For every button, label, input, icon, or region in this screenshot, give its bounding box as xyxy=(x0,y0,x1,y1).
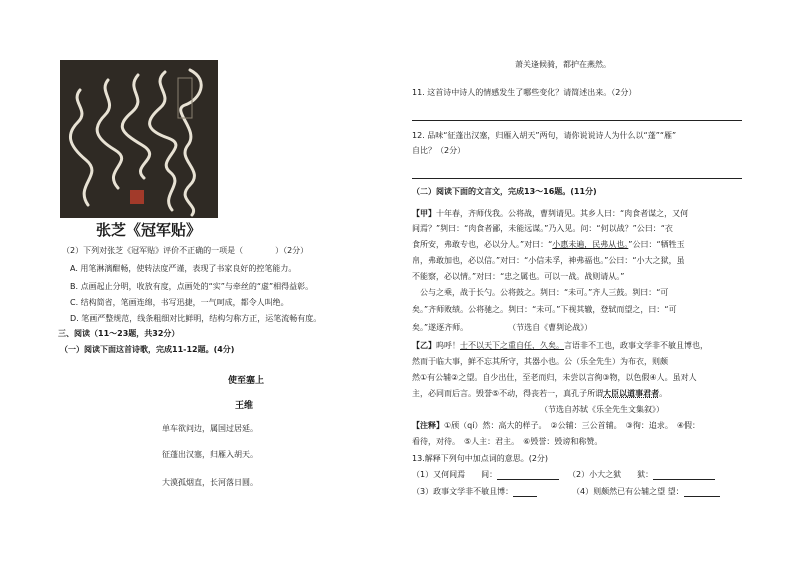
option-a: A. 用笔淋漓酣畅，使转法度严谨，表现了书家良好的控笔能力。 xyxy=(70,264,297,273)
yi-bold-phrase: 大臣以道事君者 xyxy=(603,389,660,398)
notes-line-1: 【注释】①颀（qí）然：高大的样子。 ②公辅：三公首辅。 ③徇：追求。 ④假： xyxy=(412,421,700,430)
yi-line-3: 然①有公辅②之望。自少出仕，至老而归，未尝以言徇③物，以色假④人。虽对人 xyxy=(412,373,697,382)
jia-line-2: 间焉？”刿曰：“肉食者鄙，未能远谋。”乃入见。问：“何以战？”公曰：“衣 xyxy=(412,224,673,233)
jia-line-3: 食所安，弗敢专也，必以分人。”对曰：“小惠未遍，民弗从也。”公曰：“牺牲玉 xyxy=(412,240,685,249)
yi-underlined-sentence: 士不以天下之重自任，久矣。 xyxy=(460,341,564,350)
jia-line-8: 矣。”遂逐齐师。 （节选自《曹刿论战》） xyxy=(412,323,593,332)
option-d: D. 笔画严整规范，线条粗细对比鲜明，结构匀称方正，运笔流畅有度。 xyxy=(70,314,322,323)
q13-blank-3[interactable] xyxy=(513,488,537,497)
notes-label: 【注释】 xyxy=(412,421,444,430)
option-b: B. 点画起止分明，收放有度，点画处的“实”与牵丝的“虚”相得益彰。 xyxy=(70,282,314,291)
calligraphy-image xyxy=(60,60,218,218)
question-12-line-1: 12. 品味“征蓬出汉塞，归雁入胡天”两句，请你说说诗人为什么以“蓬”“雁” xyxy=(412,131,677,140)
option-c: C. 结构简省，笔画连绵，书写迅捷，一气呵成，都令人叫绝。 xyxy=(70,298,289,307)
yi-source: （节选自苏轼《乐全先生文集叙》） xyxy=(540,405,664,414)
calligraphy-title: 张芝《冠军贴》 xyxy=(96,221,202,239)
q13-blank-2[interactable] xyxy=(653,471,715,480)
q13-item-2: （2）小大之狱 狱： xyxy=(568,470,715,480)
question-12-line-2: 自比？（2分） xyxy=(412,146,466,155)
jia-line-4: 帛，弗敢加也，必以信。”对曰：“小信未孚，神弗福也。”公曰：“小大之狱，虽 xyxy=(412,256,685,265)
poem-author: 王维 xyxy=(235,401,254,411)
q13-blank-1[interactable] xyxy=(497,471,559,480)
q13-item-4: （4）则颇然已有公辅之望 望： xyxy=(572,487,720,497)
poem-line-4: 萧关逢候骑，都护在燕然。 xyxy=(515,60,611,69)
yi-line-1: 【乙】呜呼！士不以天下之重自任，久矣。言语非不工也，政事文学非不敏且博也， xyxy=(412,341,708,350)
section-3-heading: 三、阅读（11～23题，共32分） xyxy=(58,329,180,338)
question-13: 13.解释下列句中加点词的意思。(2分) xyxy=(412,454,549,463)
question-2: （2）下列对张芝《冠军贴》评价不正确的一项是（ ）（2分） xyxy=(62,246,309,255)
jia-line-6: 公与之乘，战于长勺。公将鼓之。刿曰：“未可。”齐人三鼓。刿曰：“可 xyxy=(420,288,669,297)
yi-line-4: 主，必同而后言。毁誉⑤不动，得丧若一，真孔子所谓大臣以道事君者。 xyxy=(412,389,668,398)
q13-blank-4[interactable] xyxy=(684,488,720,497)
jia-line-5: 不能察，必以情。”对曰：“忠之属也。可以一战。战则请从。” xyxy=(412,272,625,281)
notes-line-2: 看待，对待。 ⑤人主：君主。 ⑥毁誉：毁谤和称赞。 xyxy=(412,437,603,446)
part-2-heading: （二）阅读下面的文言文，完成13～16题。(11分) xyxy=(412,187,597,196)
answer-line-12[interactable] xyxy=(412,178,742,179)
q13-item-1: （1）又何间焉 间： xyxy=(412,470,559,480)
jia-label: 【甲】 xyxy=(412,209,436,218)
part-1-heading: （一）阅读下面这首诗歌，完成11-12题。(4分) xyxy=(60,345,235,354)
answer-line-11[interactable] xyxy=(412,120,742,121)
jia-line-1: 【甲】十年春，齐师伐我。公将战，曹刿请见。其乡人曰：“肉食者谋之，又何 xyxy=(412,209,689,218)
poem-line-3: 大漠孤烟直，长河落日圆。 xyxy=(162,478,258,487)
jia-line-7: 矣。”齐师败绩。公将驰之。刿曰：“未可。”下视其辙，登轼而望之，曰：“可 xyxy=(412,305,677,314)
poem-line-2: 征蓬出汉塞，归雁入胡天。 xyxy=(162,450,258,459)
poem-line-1: 单车欲问边，属国过居延。 xyxy=(162,424,258,433)
question-11: 11. 这首诗中诗人的情感发生了哪些变化？请简述出来。（2分） xyxy=(412,88,637,97)
yi-line-2: 然而于临大事，鲜不忘其所守，其器小也。公（乐全先生）为布衣，则颇 xyxy=(412,357,668,366)
yi-label: 【乙】 xyxy=(412,341,436,350)
q13-item-3: （3）政事文学非不敏且博： xyxy=(412,487,537,497)
poem-title: 使至塞上 xyxy=(228,376,265,386)
calligraphy-strokes-icon xyxy=(60,60,218,218)
jia-underlined-sentence: 小惠未遍，民弗从也。 xyxy=(552,240,629,249)
